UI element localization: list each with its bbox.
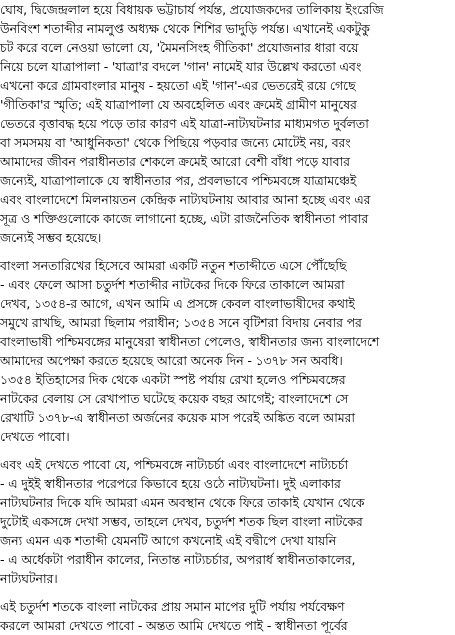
paragraph — [0, 0, 455, 247]
text-line: জন্য এমন এক শতাব্দী যেমনটি আগে কখনোই এই বদ্বীপে দেখা যায়নি — [0, 533, 337, 548]
paragraph-gap — [0, 446, 455, 455]
text-line: এই চতুর্দশ শতকে বাংলা নাটকের প্রায় সমান মাপের দুটি পর্যায় পর্যবেক্ষণ — [0, 599, 345, 614]
text-line: এবং বাংলাদেশে মিলনায়তন কেন্দ্রিক নাট্যঘটনায় আবার আনা হচ্ছে এবং এর — [0, 192, 371, 207]
text-line: এখনো করে গ্রামবাংলার মানুষ - হয়তো এই 'গান'-এর ভেতরেই রয়ে গেছে — [0, 78, 356, 93]
text-line: দেখব, ১৩৫৪-র আগে, এখন আমি এ প্রসঙ্গে কেবল বাংলাভাষীদের কথাই — [0, 296, 355, 311]
text-line: 'গীতিকা'র স্মৃতি; এই যাত্রাপালা যে অবহেলিত এবং ক্রমেই গ্রামীণ মানুষের — [0, 97, 357, 112]
text-line: রেখাটি ১৩৭৮-এ স্বাধীনতা অর্জনের কয়েক মাস পরেই অঙ্কিত বলে আমরা — [0, 410, 355, 425]
text-line: ভেতরে বৃত্তাবদ্ধ হয়ে পড়ে তার কারণ এই যাত্রা-নাট্যঘটনার মাধ্যমগত দুর্বলতা — [0, 116, 369, 131]
text-line: জন্যেই, যাত্রাপালাকে যে স্বাধীনতার পর, প্রবলভাবে পশ্চিমবঙ্গে যাত্রামঞ্চেই — [0, 173, 357, 188]
text-line: - এবং ফেলে আসা চতুর্দশ শতাব্দীর নাটকের দিকে ফিরে তাকালে আমরা — [0, 277, 345, 292]
text-line: বা সমসময় বা 'আধুনিকতা' থেকে পিছিয়ে পড়বার জন্যে মোটেই নয়, বরং — [0, 135, 351, 150]
text-line: সমুখে রাখছি, আমরা ছিলাম পরাধীন; ১৩৫৪ সনে বৃটিশরা বিদায় নেবার পর — [0, 315, 362, 330]
text-line: নাট্যঘটনার দিকে যদি আমরা এমন অবস্থান থেকে ফিরে তাকাই যেখান থেকে — [0, 495, 365, 510]
paragraph — [0, 455, 455, 588]
paragraph — [0, 597, 455, 635]
text-line: চট করে বলে নেওয়া ভালো যে, 'মৈমনসিংহ গীতিকা' প্রযোজনার ধারা বয়ে — [0, 40, 359, 55]
text-line: আমাদের অপেক্ষা করতে হয়েছে আরো অনেক দিন - ১৩৭৮ সন অবধি। — [0, 353, 343, 368]
text-line: দুটোই একসঙ্গে দেখা সম্ভব, তাহলে দেখব, চতুর্দশ শতক ছিল বাংলা নাটকের — [0, 514, 363, 529]
text-line: আমাদের জীবন পরাধীনতার শেকলে ক্রমেই আরো বেশী বাঁধা পড়ে যাবার — [0, 154, 350, 169]
text-line: জন্যেই সম্ভব হয়েছে। — [0, 230, 102, 245]
text-line: সূত্র ও শক্তিগুলোকে কাজে লাগানো হচ্ছে, এটা রাজনৈতিক স্বাধীনতা পাবার — [0, 211, 369, 226]
text-line: ১৩৫৪ ইতিহাসের দিক থেকে একটা স্পষ্ট পর্যায় রেখা হলেও পশ্চিমবঙ্গের — [0, 372, 346, 387]
text-line: উনবিংশ শতাব্দীর নামলুপ্ত অধ্যক্ষ থেকে শিশির ভাদুড়ি পর্যন্ত। এখানেই একটুকু — [0, 21, 370, 36]
text-line: এবং এই দেখতে পাবো যে, পশ্চিমবঙ্গে নাট্যচর্চা এবং বাংলাদেশে নাট্যচর্চা — [0, 457, 348, 472]
text-line: করলে আমরা দেখতে পাবো - অন্তত আমি দেখতে পাই - স্বাধীনতা পূর্বের — [0, 618, 348, 633]
text-line: বাংলাভাষী পশ্চিমবঙ্গের মানুষেরা স্বাধীনতা পেলেও, স্বাধীনতার জন্য বাংলাদেশে — [0, 334, 380, 349]
paragraph-gap — [0, 588, 455, 597]
text-line: বাংলা সনতারিখের হিসেবে আমরা একটি নতুন শতাব্দীতে এসে পৌঁছেছি — [0, 258, 347, 273]
text-line: - এ দুইই স্বাধীনতার পরেপরে কিভাবে হয়ে ওঠে নাট্যঘটনা। দুই এলাকার — [0, 476, 341, 491]
text-line: নিয়ে চলে যাত্রাপালা - 'যাত্রা'র বদলে 'গান' নামেই যার উল্লেখ করতো এবং — [0, 59, 362, 74]
paragraph — [0, 256, 455, 446]
paragraph-gap — [0, 247, 455, 256]
text-line: - এ অর্ধেকটা পরাধীন কালের, নিতান্ত নাট্যচর্চার, অপরার্ধ স্বাধীনতাকালের, — [0, 552, 356, 567]
text-line: ঘোষ, দ্বিজেন্দ্রলাল হয়ে বিধায়ক ভট্টাচার্য পর্যন্ত, প্রযোজকদের তালিকায় ইংরেজি — [0, 2, 384, 17]
text-line: নাটকের বেলায় সে রেখাপাত ঘটেছে কয়েক বছর আগেই; বাংলাদেশে সে — [0, 391, 349, 406]
text-line: দেখতে পাবো। — [0, 429, 70, 444]
text-line: নাট্যঘটনার। — [0, 571, 58, 586]
